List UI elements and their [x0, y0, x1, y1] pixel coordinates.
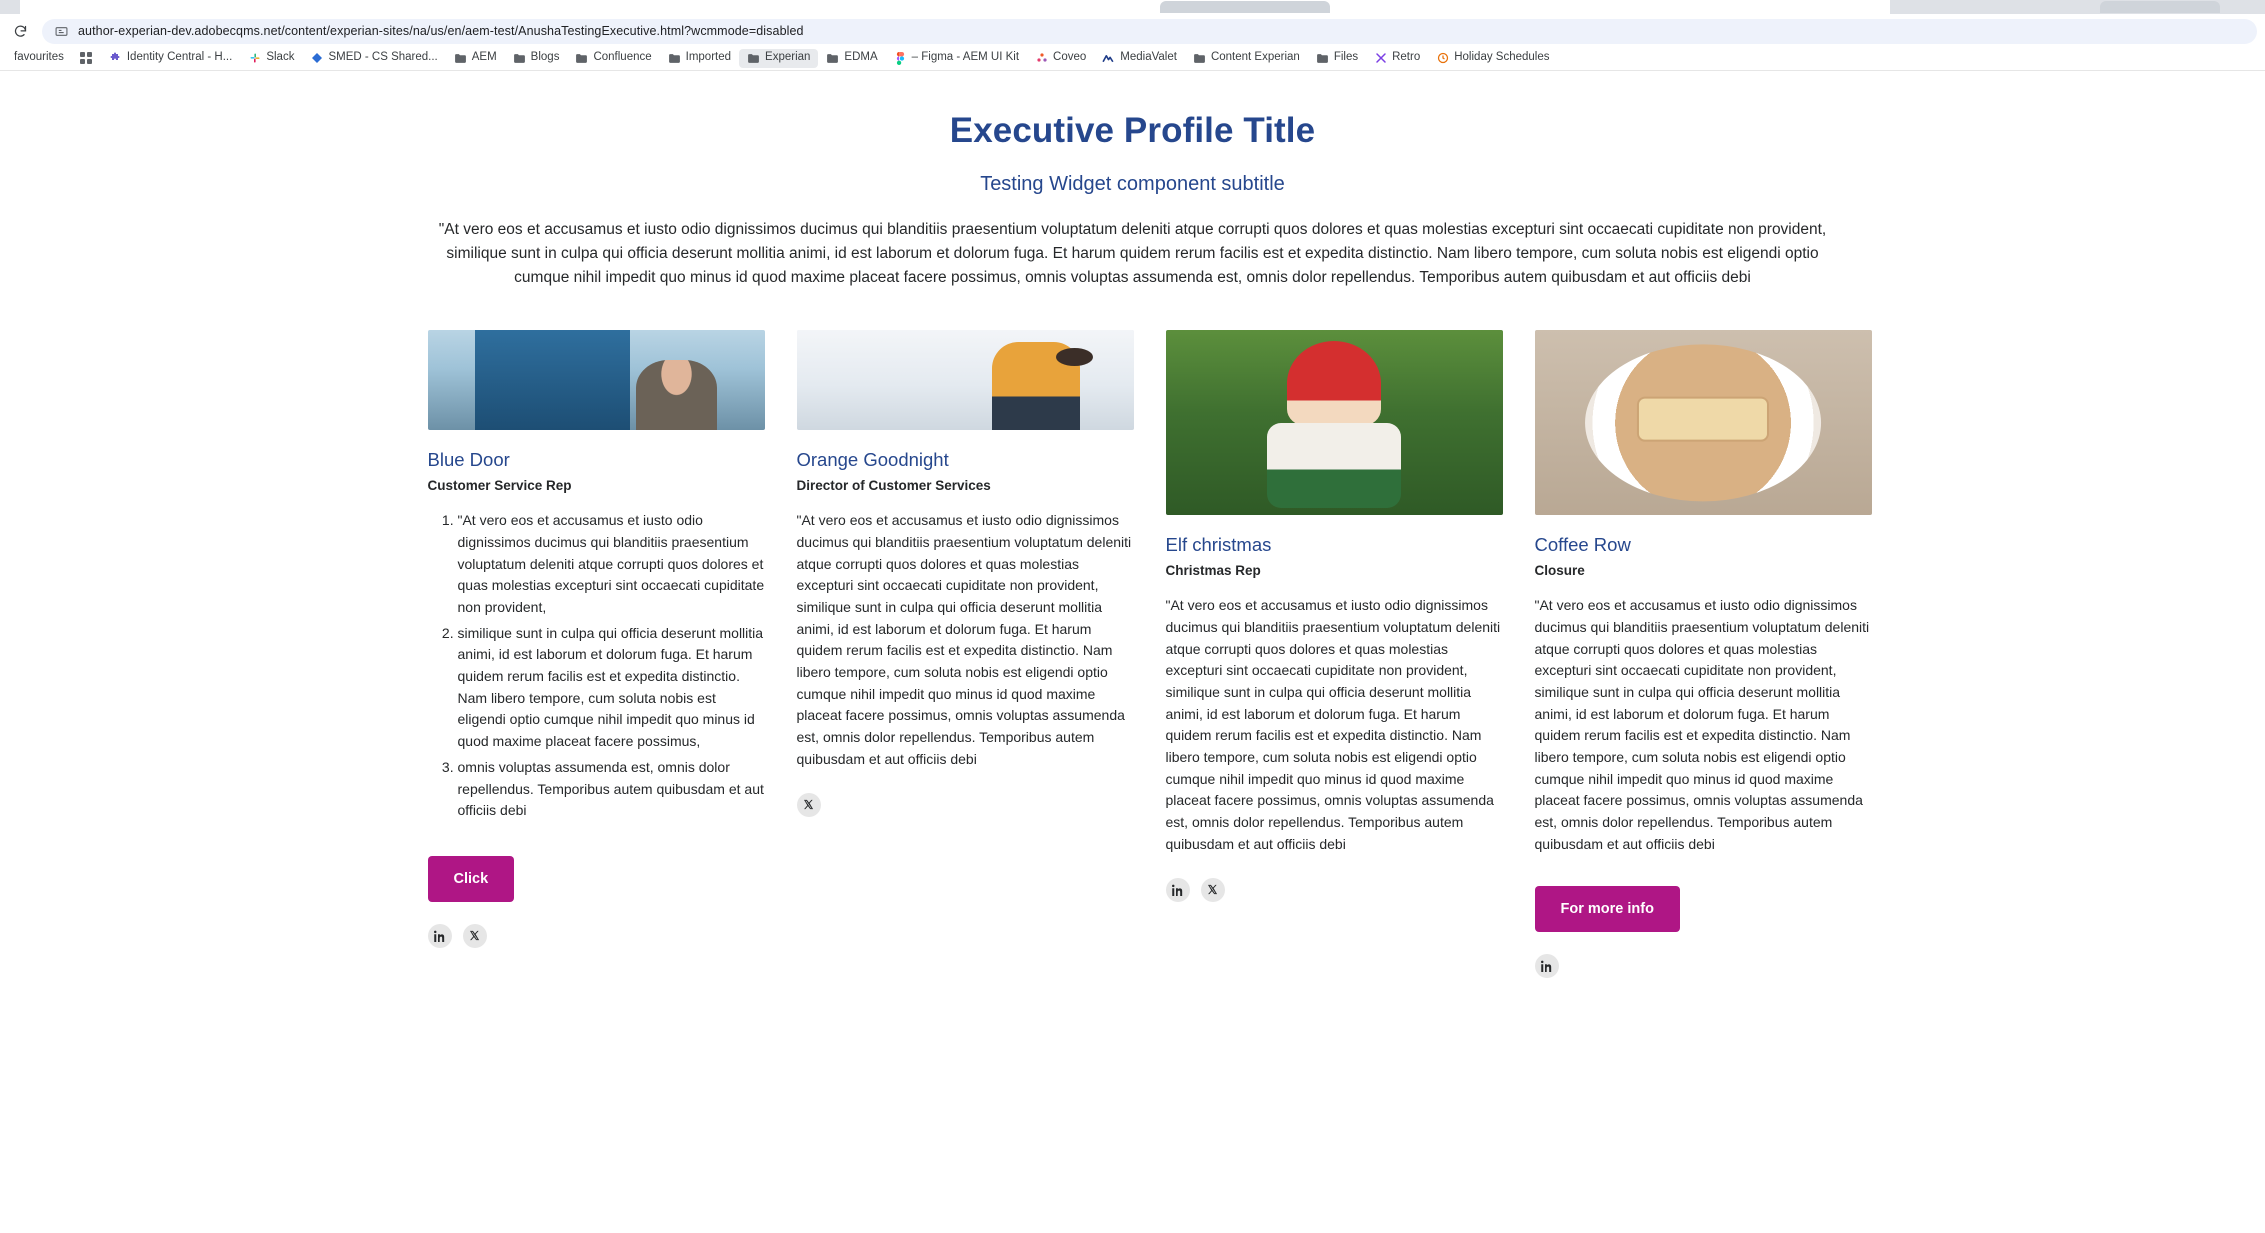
woman-at-counter-photo	[797, 330, 1134, 430]
profile-role: Christmas Rep	[1165, 563, 1261, 579]
latte-art-photo	[1535, 330, 1872, 515]
bookmark-folder-confluence[interactable]	[567, 49, 659, 68]
bookmark-holiday-schedules[interactable]	[1428, 49, 1557, 68]
coveo-icon	[1035, 52, 1048, 65]
site-settings-icon[interactable]	[54, 25, 69, 38]
bookmarks-folder-favourites[interactable]	[6, 49, 72, 68]
diamond-icon	[310, 52, 323, 65]
bookmark-label: – Figma - AEM UI Kit	[911, 51, 1020, 64]
bookmark-label: Identity Central - H...	[126, 51, 233, 64]
apps-grid-icon[interactable]	[72, 49, 101, 68]
bookmark-label: Holiday Schedules	[1454, 51, 1550, 64]
profile-card	[1166, 330, 1503, 901]
profile-bio: "At vero eos et accusamus et iusto odio dignissimos ducimus qui blanditiis praesentium voluptatum deleniti atque corrupti quos dolores et quas molestias excepturi sint occaecati cupiditate non provident, similique sunt in culpa qui officia deserunt mollitia animi, id est laborum et dolorum fuga. Et harum quidem rerum facilis est et expedita distinctio. Nam libero tempore, cum soluta nobis est eligendi optio cumque nihil impedit quo minus id quod maxime placeat facere possimus, omnis voluptas assumenda est, omnis dolor repellendus. Temporibus autem quibusdam et aut officiis debi	[1165, 597, 1501, 852]
profile-name: Orange Goodnight	[796, 449, 949, 471]
profile-bio: "At vero eos et accusamus et iusto odio dignissimos ducimus qui blanditiis praesentium voluptatum deleniti atque corrupti quos dolores et quas molestias excepturi sint occaecati cupiditate non provident, similique sunt in culpa qui officia deserunt mollitia animi, id est laborum et dolorum fuga. Et harum quidem rerum facilis est et expedita distinctio. Nam libero tempore, cum soluta nobis est eligendi optio cumque nihil impedit quo minus id quod maxime placeat facere possimus, omnis voluptas assumenda est, omnis dolor repellendus. Temporibus autem quibusdam et aut officiis debi	[1534, 597, 1870, 852]
blue-door-photo	[428, 330, 765, 430]
folder-icon	[575, 52, 588, 65]
folder-icon	[826, 52, 839, 65]
bookmark-identity-central[interactable]	[101, 49, 240, 68]
social-links	[797, 793, 1134, 817]
list-item: 3. omnis voluptas assumenda est, omnis dolor repellendus. Temporibus autem quibusdam et aut officiis debi	[458, 757, 765, 822]
profile-image	[1535, 330, 1872, 515]
mediavalet-icon	[1102, 52, 1115, 65]
bookmark-label: Files	[1333, 51, 1359, 64]
bookmark-label: Confluence	[593, 51, 652, 64]
slack-icon	[248, 52, 261, 65]
profile-bio-list	[428, 510, 765, 822]
retro-icon	[1374, 52, 1387, 65]
profile-role: Director of Customer Services	[796, 478, 991, 494]
page-content	[0, 71, 2265, 1233]
browser-tabstrip[interactable]	[0, 0, 2265, 14]
profile-role: Customer Service Rep	[427, 478, 572, 494]
tabstrip-background	[0, 0, 2265, 14]
profile-image	[797, 330, 1134, 430]
bookmark-label: EDMA	[844, 51, 878, 64]
garden-gnome-photo	[1166, 330, 1503, 515]
bookmark-label: AEM	[471, 51, 497, 64]
bookmark-folder-blogs[interactable]	[505, 49, 568, 68]
profile-name: Elf christmas	[1165, 534, 1272, 556]
bookmark-mediavalet[interactable]	[1094, 49, 1185, 68]
clock-icon	[1436, 52, 1449, 65]
browser-tab[interactable]	[2100, 1, 2220, 13]
address-bar	[0, 14, 2265, 48]
bookmark-smed-cs-shared[interactable]	[302, 49, 445, 68]
profile-image	[428, 330, 765, 430]
bookmark-folder-content-experian[interactable]	[1185, 49, 1308, 68]
bookmark-folder-experian[interactable]	[739, 49, 818, 68]
page-intro-text: "At vero eos et accusamus et iusto odio dignissimos ducimus qui blanditiis praesentium voluptatum deleniti atque corrupti quos dolores et quas molestias excepturi sint occaecati cupiditate non provident, similique sunt in culpa qui officia deserunt mollitia animi, id est laborum et dolorum fuga. Et harum quidem rerum facilis est et expedita distinctio. Nam libero tempore, cum soluta nobis est eligendi optio cumque nihil impedit quo minus id quod maxime placeat facere possimus, omnis voluptas assumenda est, omnis dolor repellendus. Temporibus autem quibusdam et aut officiis debi	[438, 221, 1827, 287]
url-text: author-experian-dev.adobecqms.net/content/experian-sites/na/us/en/aem-test/AnushaTestingExecutive.html?wcmmode=disabled	[78, 24, 804, 38]
folder-icon	[668, 52, 681, 65]
bookmark-label: Content Experian	[1210, 51, 1300, 64]
bookmark-folder-aem[interactable]	[446, 49, 505, 68]
folder-icon	[513, 52, 526, 65]
profile-name: Coffee Row	[1534, 534, 1631, 556]
profile-name: Blue Door	[427, 449, 510, 471]
social-links	[1535, 954, 1872, 978]
folder-icon	[454, 52, 467, 65]
x-twitter-icon[interactable]	[1201, 878, 1225, 902]
x-twitter-icon[interactable]	[797, 793, 821, 817]
bookmark-folder-edma[interactable]	[818, 49, 885, 68]
profile-bio: "At vero eos et accusamus et iusto odio dignissimos ducimus qui blanditiis praesentium voluptatum deleniti atque corrupti quos dolores et quas molestias excepturi sint occaecati cupiditate non provident, similique sunt in culpa qui officia deserunt mollitia animi, id est laborum et dolorum fuga. Et harum quidem rerum facilis est et expedita distinctio. Nam libero tempore, cum soluta nobis est eligendi optio cumque nihil impedit quo minus id quod maxime placeat facere possimus, omnis voluptas assumenda est, omnis dolor repellendus. Temporibus autem quibusdam et aut officiis debi	[796, 512, 1132, 767]
url-input[interactable]	[42, 19, 2257, 44]
folder-icon	[1193, 52, 1206, 65]
bookmark-coveo[interactable]	[1027, 49, 1094, 68]
linkedin-icon[interactable]	[428, 924, 452, 948]
list-item: 2. similique sunt in culpa qui officia deserunt mollitia animi, id est laborum et dolorum fuga. Et harum quidem rerum facilis est et expedita distinctio. Nam libero tempore, cum soluta nobis est eligendi optio cumque nihil impedit quo minus id quod maxime placeat facere possimus,	[458, 623, 765, 753]
profile-card-list	[427, 330, 1870, 977]
profile-role: Closure	[1534, 563, 1585, 579]
bookmark-label: Blogs	[530, 51, 560, 64]
cta-button[interactable]: For more info	[1535, 886, 1680, 932]
folder-icon	[747, 52, 760, 65]
grid-icon	[80, 52, 93, 65]
figma-icon	[894, 52, 907, 65]
cta-button[interactable]: Click	[428, 856, 515, 902]
profile-card	[797, 330, 1134, 816]
browser-tab[interactable]	[1160, 1, 1330, 13]
social-links	[1166, 878, 1503, 902]
bookmark-retro[interactable]	[1366, 49, 1428, 68]
x-twitter-icon[interactable]	[463, 924, 487, 948]
profile-image	[1166, 330, 1503, 515]
list-item: 1. "At vero eos et accusamus et iusto odio dignissimos ducimus qui blanditiis praesentium voluptatum deleniti atque corrupti quos dolores et quas molestias excepturi sint occaecati cupiditate non provident,	[458, 510, 765, 618]
linkedin-icon[interactable]	[1535, 954, 1559, 978]
bookmark-label: SMED - CS Shared...	[328, 51, 438, 64]
profile-card	[428, 330, 765, 948]
bookmark-label: Coveo	[1053, 51, 1087, 64]
bookmark-label: Imported	[685, 51, 732, 64]
hero-section	[418, 111, 1848, 290]
profile-card	[1535, 330, 1872, 977]
bookmark-folder-files[interactable]	[1308, 49, 1366, 68]
bookmarks-label: favourites	[14, 51, 64, 64]
reload-icon[interactable]	[8, 19, 32, 43]
bookmark-slack[interactable]	[240, 49, 302, 68]
page-title: Executive Profile Title	[949, 111, 1316, 150]
linkedin-icon[interactable]	[1166, 878, 1190, 902]
folder-icon	[1316, 52, 1329, 65]
bookmark-figma-aem-ui-kit[interactable]	[886, 49, 1027, 68]
social-links	[428, 924, 765, 948]
bookmark-folder-imported[interactable]	[660, 49, 739, 68]
puzzle-icon	[109, 52, 122, 65]
bookmark-label: Slack	[266, 51, 295, 64]
bookmark-label: Experian	[765, 51, 811, 64]
bookmark-label: MediaValet	[1120, 51, 1177, 64]
page-subtitle: Testing Widget component subtitle	[980, 173, 1285, 196]
bookmark-label: Retro	[1392, 51, 1421, 64]
bookmarks-bar	[0, 48, 2265, 71]
